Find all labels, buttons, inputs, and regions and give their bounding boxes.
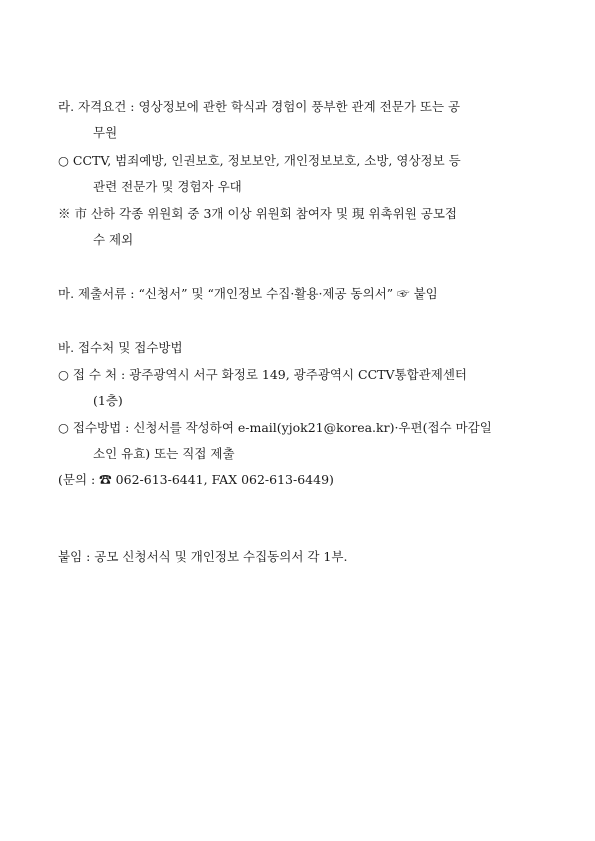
reception-heading: 바. 접수처 및 접수방법 — [58, 340, 183, 355]
documents-line: 마. 제출서류 : “신청서” 및 “개인정보 수집·활용·제공 동의서” ☞ 붙임 — [58, 286, 438, 301]
contact-info: (문의 : ☎ 062-613-6441, FAX 062-613-6449) — [58, 472, 334, 487]
reception-method-cont: 소인 유효) 또는 직접 제출 — [93, 446, 235, 461]
reception-place: ○ 접 수 처 : 광주광역시 서구 화정로 149, 광주광역시 CCTV통합관제센터 — [58, 367, 467, 382]
qualification-line: 라. 자격요건 : 영상정보에 관한 학식과 경험이 풍부한 관계 전문가 또는 공 — [58, 99, 461, 114]
qualification-line-cont: 무원 — [93, 125, 118, 140]
exclusion-note-cont: 수 제외 — [93, 232, 134, 247]
preference-line-cont: 관련 전문가 및 경험자 우대 — [93, 179, 242, 194]
exclusion-note: ※ 市 산하 각종 위원회 중 3개 이상 위원회 참여자 및 現 위촉위원 공모접 — [58, 206, 457, 221]
reception-method: ○ 접수방법 : 신청서를 작성하여 e-mail(yjok21@korea.kr)·우편(접수 마감일 — [58, 420, 492, 435]
reception-place-cont: (1층) — [93, 393, 123, 408]
preference-line: ○ CCTV, 범죄예방, 인권보호, 정보보안, 개인정보보호, 소방, 영상정보 등 — [58, 153, 461, 168]
attachment-line: 붙임 : 공모 신청서식 및 개인정보 수집동의서 각 1부. — [58, 549, 348, 564]
